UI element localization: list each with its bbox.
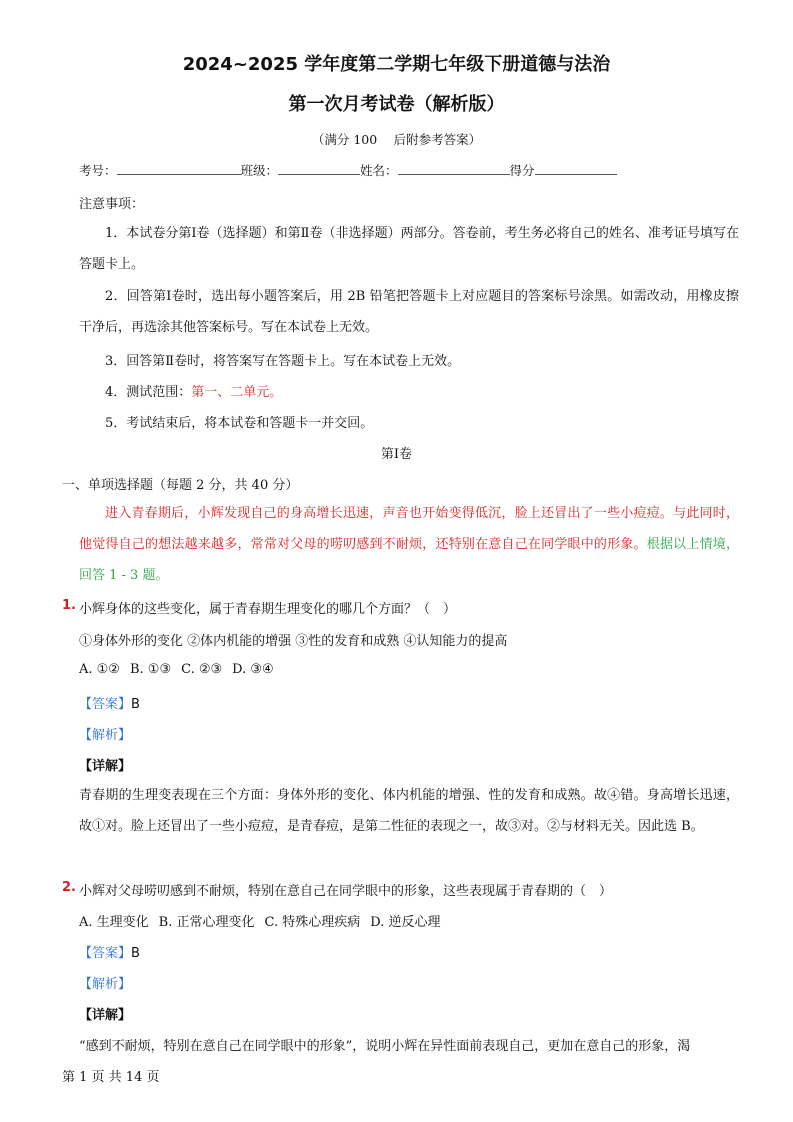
question-1-option-c: C. ②③ bbox=[181, 662, 223, 677]
question-1-option-a: A. ①② bbox=[79, 662, 120, 677]
answer-tag: 【答案】 bbox=[79, 946, 132, 961]
material-text: 进入青春期后，小辉发现自己的身高增长迅速，声音也开始变得低沉，脸上还冒出了一些小痘痘。与此同时，他觉得自己的想法越来越多，常常对父母的唠叨感到不耐烦，还特别在意自己在同学眼中的形象。 bbox=[79, 506, 739, 552]
note-item-4-value: 第一、二单元。 bbox=[191, 385, 283, 400]
exam-no-label: 考号： bbox=[79, 163, 117, 178]
name-blank bbox=[398, 161, 510, 175]
page-title-line1: 2024~2025 学年度第二学期七年级下册道德与法治 bbox=[182, 54, 611, 75]
question-2-detail-tag: 【详解】 bbox=[79, 1008, 132, 1023]
page-title-line2: 第一次月考试卷（解析版） bbox=[288, 94, 505, 115]
class-blank bbox=[278, 161, 360, 175]
question-1-stem: 小辉身体的这些变化，属于青春期生理变化的哪几个方面？（ ） bbox=[79, 602, 457, 617]
volume-title: 第Ⅰ卷 bbox=[380, 447, 413, 462]
question-1-detail: 青春期的生理变表现在三个方面：身体外形的变化、体内机能的增强、性的发育和成熟。故④错。身高增长迅速，故①对。脸上还冒出了一些小痘痘，是青春痘，是第二性征的表现之一，故③对。②与材料无关。因此选 B。 bbox=[79, 788, 739, 834]
question-2-option-d: D. 逆反心理 bbox=[370, 915, 441, 930]
note-item-4 bbox=[105, 381, 765, 400]
class-label: 班级： bbox=[240, 163, 279, 178]
question-2-answer bbox=[79, 942, 140, 961]
answer-tag: 【答案】 bbox=[79, 697, 132, 712]
question-1-option-d: D. ③④ bbox=[232, 662, 274, 677]
question-1-option-b: B. ①③ bbox=[129, 662, 172, 677]
question-2-analysis-tag: 【解析】 bbox=[79, 977, 132, 992]
part-title: 一、单项选择题（每题 2 分，共 40 分） bbox=[62, 478, 299, 493]
score-label: 得分 bbox=[509, 163, 535, 178]
name-label: 姓名： bbox=[360, 163, 398, 178]
question-1-number: 1. bbox=[62, 598, 76, 613]
question-1-options bbox=[79, 662, 284, 677]
question-2-option-b: B. 正常心理变化 bbox=[158, 915, 255, 930]
answer-value: B bbox=[131, 946, 140, 961]
question-2-options bbox=[79, 911, 450, 930]
question-1-statements: ①身体外形的变化 ②体内机能的增强 ③性的发育和成熟 ④认知能力的提高 bbox=[79, 634, 508, 649]
page-subtitle: （满分 100 后附参考答案） bbox=[311, 132, 482, 147]
question-1-analysis-tag: 【解析】 bbox=[79, 728, 132, 743]
question-2-number: 2. bbox=[62, 880, 76, 895]
note-item-2: 2．回答第Ⅰ卷时，选出每小题答案后，用 2B 铅笔把答题卡上对应题目的答案标号涂黑。如需改动，用橡皮擦干净后，再选涂其他答案标号。写在本试卷上无效。 bbox=[79, 289, 739, 335]
question-2-stem: 小辉对父母唠叨感到不耐烦，特别在意自己在同学眼中的形象，这些表现属于青春期的（ ） bbox=[79, 884, 613, 899]
question-2-detail: “感到不耐烦，特别在意自己在同学眼中的形象”，说明小辉在异性面前表现自己，更加在意自己的形象，渴 bbox=[79, 1039, 691, 1054]
score-blank bbox=[535, 161, 617, 175]
material-paragraph bbox=[79, 498, 739, 591]
note-item-4-prefix: 4．测试范围： bbox=[105, 385, 192, 400]
student-info-line bbox=[79, 161, 617, 179]
material-instruction: 根据以上情境，回答 1 - 3 题。 bbox=[79, 537, 739, 583]
note-item-1: 1．本试卷分第Ⅰ卷（选择题）和第Ⅱ卷（非选择题）两部分。答卷前，考生务必将自己的姓名、准考证号填写在答题卡上。 bbox=[79, 226, 739, 272]
answer-value: B bbox=[131, 697, 140, 712]
question-1-answer bbox=[79, 693, 140, 712]
question-1-detail-tag: 【详解】 bbox=[79, 759, 132, 774]
question-2-option-c: C. 特殊心理疾病 bbox=[264, 915, 361, 930]
notes-heading: 注意事项： bbox=[79, 197, 145, 212]
question-2-option-a: A. 生理变化 bbox=[79, 915, 149, 930]
note-item-5: 5．考试结束后，将本试卷和答题卡一并交回。 bbox=[105, 416, 374, 431]
page-footer: 第 1 页 共 14 页 bbox=[62, 1070, 160, 1085]
exam-no-blank bbox=[117, 161, 241, 175]
note-item-3: 3．回答第Ⅱ卷时，将答案写在答题卡上。写在本试卷上无效。 bbox=[105, 354, 461, 369]
